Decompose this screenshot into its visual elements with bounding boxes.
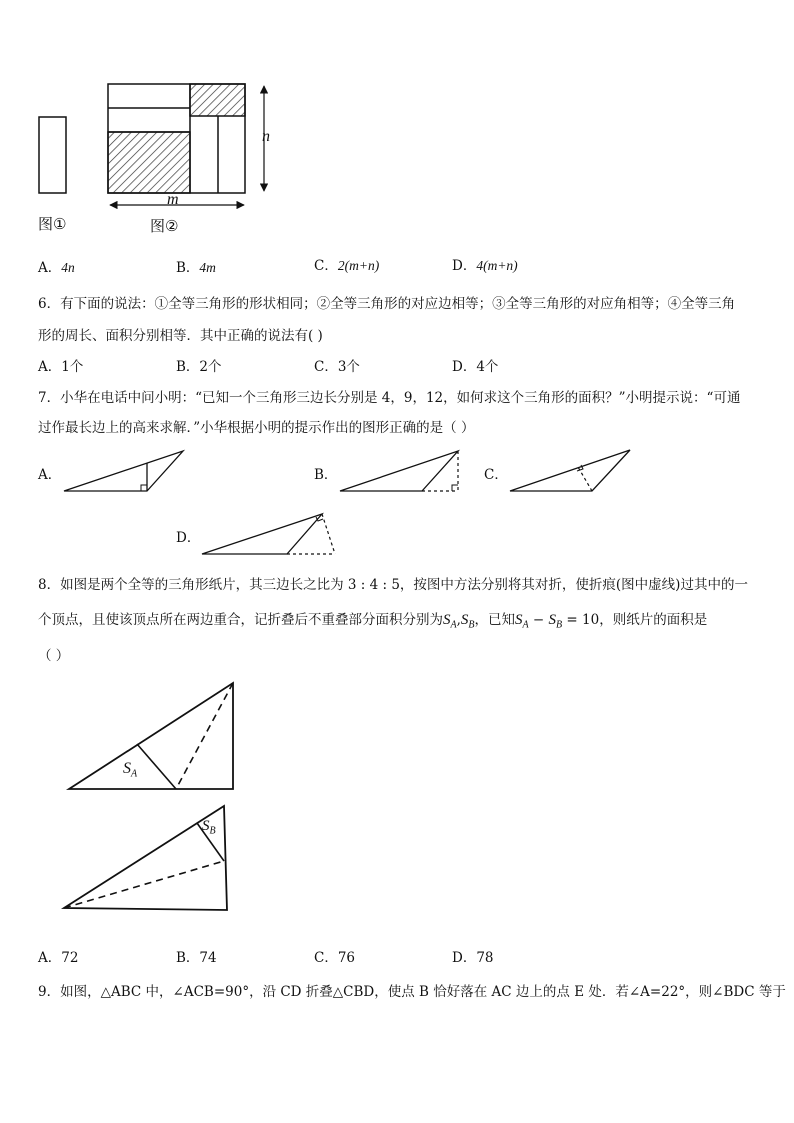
q5-option-c: C．2(m+n) [314, 258, 380, 274]
q7-option-d-triangle [202, 514, 322, 554]
q5-option-a: A．4n [38, 260, 75, 276]
q8-fold-line-a [176, 683, 233, 789]
shaded-region-bottom-left [108, 132, 190, 193]
q7-option-a-label: A． [38, 467, 62, 483]
q6-line-1: 6．有下面的说法：①全等三角形的形状相同；②全等三角形的对应边相等；③全等三角形的对应角相等；④全等三角 [38, 296, 736, 312]
q6-option-c: C．3个 [314, 359, 360, 375]
dimension-n-label: n [262, 128, 270, 145]
q7-option-a-triangle [64, 451, 183, 491]
q9-line-1: 9．如图，△ABC 中，∠ACB=90°，沿 CD 折叠△CBD，使点 B 恰好落在 AC 边上的点 E 处．若∠A=22°，则∠BDC 等于 [38, 984, 786, 1000]
q8-triangle-a [69, 683, 233, 789]
q8-option-b: B．74 [176, 950, 217, 966]
q8-option-c: C．76 [314, 950, 356, 966]
q6-option-b: B．2个 [176, 359, 222, 375]
q7-line-2: 过作最长边上的高来求解．”小华根据小明的提示作出的图形正确的是（ ） [38, 420, 475, 436]
q8-figure-label-sa: $S_A$ [123, 760, 138, 780]
q7-option-d-label: D． [176, 530, 201, 546]
q6-option-d: D．4个 [452, 359, 499, 375]
q5-option-d: D．4(m+n) [452, 258, 518, 274]
q7-option-c-triangle [510, 450, 630, 491]
q8-line-1: 8．如图是两个全等的三角形纸片，其三边长之比为 3 : 4 : 5，按图中方法分别将其对折，使折痕(图中虚线)过其中的一 [38, 577, 748, 593]
q8-fold-line-b [64, 861, 224, 908]
figure2-label: 图② [150, 217, 179, 235]
q8-option-d: D．78 [452, 950, 494, 966]
q7-line-1: 7．小华在电话中问小明：“已知一个三角形三边长分别是 4，9，12，如何求这个三角形的面积？”小明提示说：“可通 [38, 390, 741, 406]
figure1-rectangle [39, 117, 66, 193]
q7-option-b-triangle [340, 451, 458, 491]
dimension-m-label: m [167, 191, 179, 208]
q8-line-2: 个顶点，且使该顶点所在两边重合，记折叠后不重叠部分面积分别为$S_A,S_B$，已知$S_A - S_B = 10$，则纸片的面积是 [38, 612, 708, 631]
q5-option-b: B．4m [176, 260, 216, 276]
q6-line-2: 形的周长、面积分别相等．其中正确的说法有( ) [38, 328, 323, 344]
q7-option-b-label: B． [314, 467, 338, 483]
q8-line-3: （ ） [38, 648, 70, 664]
q8-figure-label-sb: $S_B$ [202, 818, 216, 837]
q6-option-a: A．1个 [38, 359, 84, 375]
q8-option-a: A．72 [38, 950, 79, 966]
figure1-label: 图① [38, 215, 67, 233]
q7-option-c-label: C． [484, 467, 508, 483]
shaded-region-top-right [190, 84, 245, 116]
